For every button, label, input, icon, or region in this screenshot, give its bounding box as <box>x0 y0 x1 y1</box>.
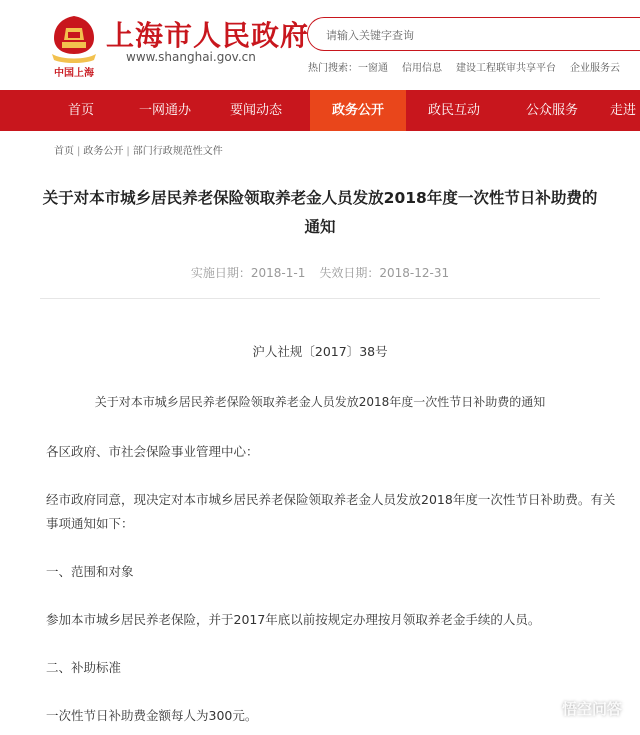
search-box <box>307 17 640 51</box>
watermark <box>540 698 622 719</box>
addressee: 各区政府、市社会保险事业管理中心： <box>46 444 259 459</box>
nav-item-gov-affairs[interactable]: 政务公开 <box>310 90 406 131</box>
hot-link[interactable]: 信用信息 <box>402 63 442 74</box>
hot-link[interactable]: 一窗通 <box>358 63 388 74</box>
shanghai-emblem-logo[interactable] <box>46 14 102 80</box>
section2-heading: 二、补助标准 <box>46 660 122 675</box>
logo-caption: 中国上海 <box>54 68 94 79</box>
doc-title: 关于对本市城乡居民养老保险领取养老金人员发放2018年度一次性节日补助费的通知 <box>94 395 546 409</box>
intro-paragraph: 经市政府同意，现决定对本市城乡居民养老保险领取养老金人员发放2018年度一次性节日补助费。有关事项通知如下： <box>46 492 616 531</box>
nav-item-one-network[interactable]: 一网通办 <box>138 103 191 118</box>
nav-item-home[interactable]: 首页 <box>67 103 94 118</box>
breadcrumb: 首页 | 政务公开 | 部门行政规范性文件 <box>54 146 223 157</box>
breadcrumb-gov-affairs[interactable]: 政务公开 <box>83 146 124 157</box>
article-title: 关于对本市城乡居民养老保险领取养老金人员发放2018年度一次性节日补助费的通知 <box>42 189 598 236</box>
breadcrumb-current[interactable]: 部门行政规范性文件 <box>132 146 223 157</box>
site-title[interactable]: 上海市人民政府 <box>106 19 310 52</box>
effective-date: 2018-1-1 <box>250 266 306 280</box>
divider <box>40 298 600 299</box>
section2-body: 一次性节日补助费金额每人为300元。 <box>46 708 258 723</box>
effective-label: 实施日期： <box>190 266 251 280</box>
main-nav <box>0 90 640 131</box>
site-header <box>0 0 640 90</box>
hot-link[interactable]: 建设工程联审共享平台 <box>456 63 556 74</box>
hot-search-label: 热门搜索： <box>308 63 358 74</box>
doc-number: 沪人社规〔2017〕38号 <box>252 344 388 359</box>
site-url[interactable]: www.shanghai.gov.cn <box>126 50 256 64</box>
nav-item-enter[interactable]: 走进 <box>610 103 637 118</box>
expiry-label: 失效日期： <box>319 266 380 280</box>
breadcrumb-home[interactable]: 首页 <box>54 146 74 157</box>
article-dates <box>0 264 640 281</box>
expiry-date: 2018-12-31 <box>379 266 450 280</box>
nav-item-public-service[interactable]: 公众服务 <box>525 103 578 118</box>
hot-link[interactable]: 企业服务云 <box>570 63 620 74</box>
search-input[interactable] <box>324 25 628 45</box>
section1-body: 参加本市城乡居民养老保险，并于2017年底以前按规定办理按月领取养老金手续的人员。 <box>46 612 541 627</box>
nav-item-news[interactable]: 要闻动态 <box>229 103 282 118</box>
watermark-text: 悟空问答 <box>561 700 622 718</box>
section1-heading: 一、范围和对象 <box>46 564 134 579</box>
hot-search <box>308 59 634 74</box>
nav-item-interaction[interactable]: 政民互动 <box>427 103 480 118</box>
wukong-icon <box>540 701 558 719</box>
